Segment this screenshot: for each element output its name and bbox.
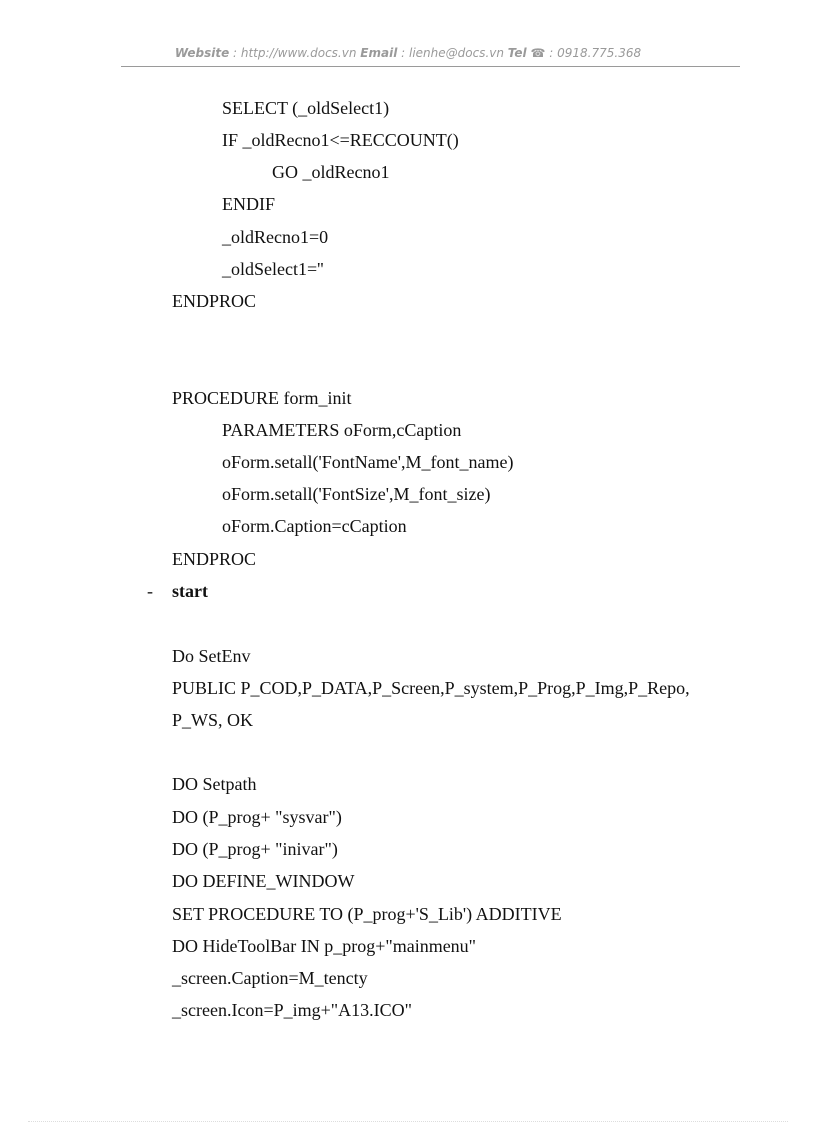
code-line: SELECT (_oldSelect1): [222, 98, 390, 118]
email-value: : lienhe@docs.vn: [397, 46, 508, 60]
code-line: DO (P_prog+ "inivar"): [172, 839, 338, 859]
footer-divider: [28, 1121, 788, 1122]
code-line: oForm.setall('FontSize',M_font_size): [222, 484, 491, 504]
header-divider: [121, 66, 740, 67]
tel-label: Tel: [507, 46, 527, 60]
code-line: DO HideToolBar IN p_prog+"mainmenu": [172, 936, 477, 956]
code-line: ENDPROC: [172, 549, 257, 569]
website-value: : http://www.docs.vn: [229, 46, 361, 60]
code-line: PROCEDURE form_init: [172, 388, 352, 408]
code-line: DO DEFINE_WINDOW: [172, 871, 355, 891]
code-line: DO (P_prog+ "sysvar"): [172, 807, 342, 827]
website-label: Website: [174, 46, 230, 60]
code-line: _screen.Icon=P_img+"A13.ICO": [172, 1000, 412, 1020]
page-header: [0, 46, 816, 60]
code-line: Do SetEnv: [172, 646, 251, 666]
code-line: _oldRecno1=0: [222, 227, 329, 247]
code-line: ENDPROC: [172, 291, 257, 311]
code-line: PARAMETERS oForm,cCaption: [222, 420, 462, 440]
email-label: Email: [360, 46, 398, 60]
bullet-dash: -: [147, 581, 153, 601]
phone-icon: ☎: [530, 46, 546, 60]
code-line: IF _oldRecno1<=RECCOUNT(): [222, 130, 459, 150]
code-line: PUBLIC P_COD,P_DATA,P_Screen,P_system,P_Prog,P_Img,P_Repo,: [172, 678, 690, 698]
code-line: ENDIF: [222, 194, 275, 214]
code-line: DO Setpath: [172, 774, 257, 794]
code-line: GO _oldRecno1: [272, 162, 390, 182]
code-line: SET PROCEDURE TO (P_prog+'S_Lib') ADDITIVE: [172, 904, 562, 924]
code-line: _oldSelect1='': [222, 259, 324, 279]
tel-value: : 0918.775.368: [545, 46, 642, 60]
code-line: oForm.Caption=cCaption: [222, 516, 407, 536]
section-label-start: start: [172, 581, 208, 601]
code-line: oForm.setall('FontName',M_font_name): [222, 452, 514, 472]
code-line: P_WS, OK: [172, 710, 254, 730]
code-line: _screen.Caption=M_tencty: [172, 968, 368, 988]
